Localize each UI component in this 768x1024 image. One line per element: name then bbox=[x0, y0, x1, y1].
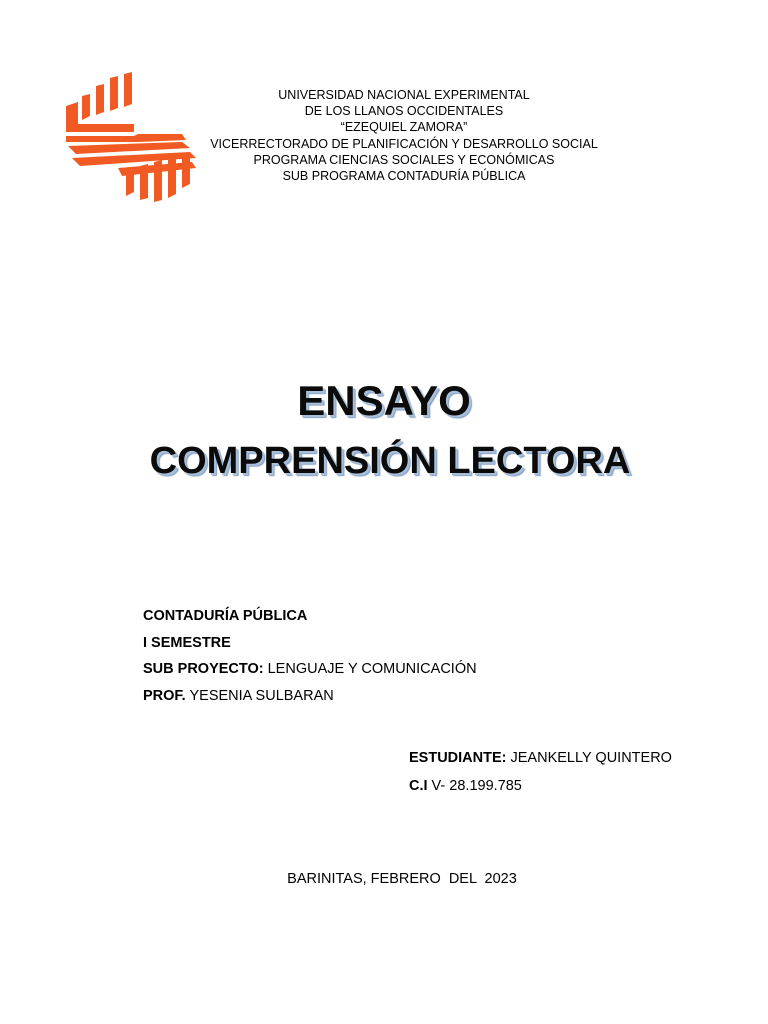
semester-text: I SEMESTRE bbox=[143, 634, 231, 651]
institution-header bbox=[180, 87, 628, 184]
student-name-value: JEANKELLY QUINTERO bbox=[506, 750, 672, 766]
career-text: CONTADURÍA PÚBLICA bbox=[143, 608, 308, 624]
subproject-row bbox=[143, 656, 477, 683]
logo-stripes bbox=[66, 72, 196, 202]
header-line-university: UNIVERSIDAD NACIONAL EXPERIMENTAL bbox=[278, 88, 530, 102]
professor-label: PROF. bbox=[143, 687, 186, 704]
professor-value: YESENIA SULBARAN bbox=[185, 687, 334, 704]
header-line-region: DE LOS LLANOS OCCIDENTALES bbox=[304, 104, 504, 119]
header-line-subprogram: SUB PROGRAMA CONTADURÍA PÚBLICA bbox=[282, 169, 526, 184]
document-title-line-2: COMPRENSIÓN LECTORA bbox=[149, 440, 631, 482]
subproject-label: SUB PROYECTO: bbox=[143, 661, 264, 677]
header-line-program: PROGRAMA CIENCIAS SOCIALES Y ECONÓMICAS bbox=[253, 152, 555, 167]
student-id-label: C.I bbox=[409, 778, 428, 794]
header-line-name: “EZEQUIEL ZAMORA” bbox=[340, 120, 468, 135]
student-id-row bbox=[409, 772, 672, 800]
student-info bbox=[409, 744, 672, 800]
subproject-value: LENGUAJE Y COMUNICACIÓN bbox=[263, 661, 477, 677]
student-name-row bbox=[409, 744, 672, 772]
header-line-vicerrectorado: VICERRECTORADO DE PLANIFICACIÓN Y DESARROLLO SOCIAL bbox=[210, 136, 598, 151]
professor-row bbox=[143, 683, 477, 710]
document-title-line-1: ENSAYO bbox=[297, 377, 471, 424]
place-date: BARINITAS, FEBRERO DEL 2023 bbox=[287, 871, 517, 887]
course-info bbox=[143, 603, 477, 709]
student-name-label: ESTUDIANTE: bbox=[409, 750, 507, 766]
student-id-value: V- 28.199.785 bbox=[427, 778, 522, 794]
